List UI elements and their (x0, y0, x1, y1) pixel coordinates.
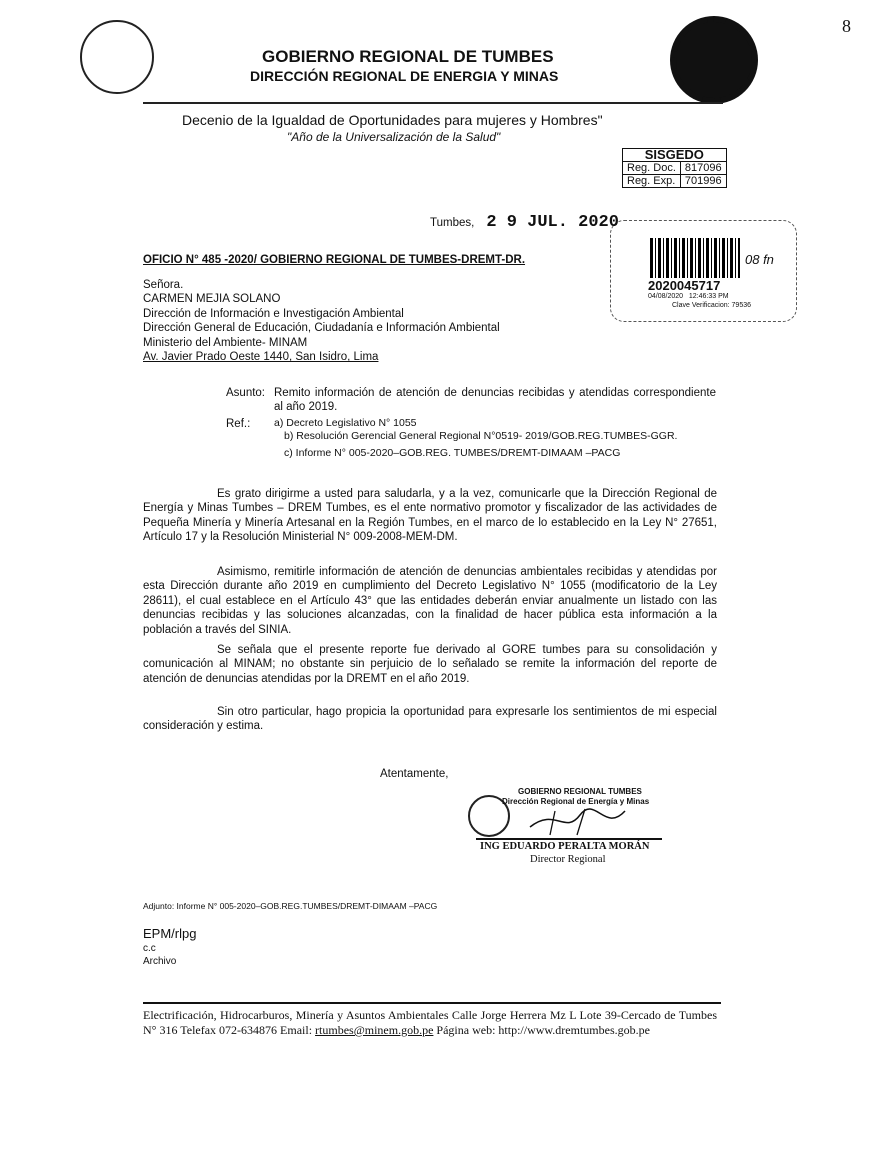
regional-logo (80, 20, 154, 94)
initials: EPM/rlpg (143, 926, 197, 941)
footer-rule (143, 1002, 721, 1004)
archive-label: Archivo (143, 956, 177, 967)
reg-doc-label: Reg. Doc. (623, 162, 681, 175)
mining-gear-logo (670, 16, 758, 104)
stamp-clave: Clave Verificacion: 79536 (672, 302, 751, 309)
reg-exp-label: Reg. Exp. (623, 175, 681, 188)
reg-exp-value: 701996 (680, 175, 726, 188)
oficio-number: OFICIO N° 485 -2020/ GOBIERNO REGIONAL DE TUMBES-DREMT-DR. (143, 254, 526, 266)
body-paragraph: Asimismo, remitirle información de atención de denuncias ambientales recibidas y atendidas por esta Dirección durante año 2019 en cumplimiento del Decreto Legislativo N° 1055 (modificatorio de la Ley 28611), el cual establece en el Artículo 43° que las entidades deberán enviar anualmente un listado con las denuncias recibidas y las soluciones alcanzadas, con la finalidad de hacer pública esta información a la población a través del SINIA. (143, 566, 717, 636)
reg-doc-value: 817096 (680, 162, 726, 175)
addressee-block: Señora. CARMEN MEJIA SOLANO Dirección de Información e Investigación Ambiental Dirección General de Educación, Ciudadanía e Información Ambiental Ministerio del Ambiente- MINAM Av. Javier Prado Oeste 1440, San Isidro, Lima (143, 279, 500, 364)
page-mark: 8 (842, 16, 851, 36)
sisgedo-title: SISGEDO (623, 149, 727, 162)
decade-name: Decenio de la Igualdad de Oportunidades para mujeres y Hombres" (182, 112, 603, 128)
subject-block: Asunto: Remito información de atención de denuncias recibidas y atendidas correspondiente al año 2019. Ref.: a) Decreto Legislativo N° 1055 b) Resolución Gerencial General Regional N°0519- 2019/GOB.REG.TUMBES-GGR. c) Informe N° 005-2020–GOB.REG. TUMBES/DREMT-DIMAAM –PACG (226, 387, 716, 459)
body-paragraph: Se señala que el presente reporte fue derivado al GORE tumbes para su consolidación y comunicación al MINAM; no obstante sin perjuicio de lo señalado se remite la información del reporte de atención de denuncias atendidas por la DREMT en el año 2019. (143, 644, 717, 685)
year-name: "Año de la Universalización de la Salud" (287, 130, 501, 144)
handwritten-signature (525, 805, 635, 837)
stamp-number: 2020045717 (648, 278, 721, 293)
footer-email[interactable]: rtumbes@minem.gob.pe (315, 1023, 434, 1037)
signature-line (476, 838, 662, 840)
signer-name: ING EDUARDO PERALTA MORÁN (480, 841, 650, 852)
ref-item: b) Resolución Gerencial General Regional N°0519- 2019/GOB.REG.TUMBES-GGR. (284, 430, 678, 443)
handwritten-note: 08 fn (745, 252, 774, 267)
seal-org: GOBIERNO REGIONAL TUMBES (518, 787, 642, 796)
body-paragraph: Sin otro particular, hago propicia la oportunidad para expresarle los sentimientos de mi especial consideración y estima. (143, 706, 717, 733)
org-title: GOBIERNO REGIONAL DE TUMBES (262, 47, 554, 66)
footer-web: Página web: http://www.dremtumbes.gob.pe (433, 1023, 650, 1037)
closing: Atentamente, (380, 768, 449, 780)
stamp-datetime: 04/08/2020 12:46:33 PM (648, 293, 729, 300)
barcode (650, 238, 740, 278)
cc-label: c.c (143, 943, 156, 954)
footer-contact: Electrificación, Hidrocarburos, Minería y Asuntos Ambientales Calle Jorge Herrera Mz L Lote 39-Cercado de Tumbes N° 316 Telefax 072-634876 Email: rtumbes@minem.gob.pe Página web: http://www.dremtumbes.gob.pe (143, 1008, 717, 1037)
date-stamp: 2 9 JUL. 2020 (486, 213, 619, 232)
signer-role: Director Regional (530, 854, 606, 865)
sisgedo-table (622, 148, 727, 188)
dept-title: DIRECCIÓN REGIONAL DE ENERGIA Y MINAS (250, 68, 559, 84)
header-rule (143, 102, 723, 104)
body-paragraph: Es grato dirigirme a usted para saludarla, y a la vez, comunicarle que la Dirección Regional de Energía y Minas Tumbes – DREM Tumbes, es el ente normativo promotor y fiscalizador de las actividades de Pequeña Minería y Minería Artesanal en la Región Tumbes, en el marco de lo establecido en la Ley N° 27651, Artículo 17 y la Resolución Ministerial N° 009-2008-MEM-DM. (143, 488, 717, 544)
ref-item: c) Informe N° 005-2020–GOB.REG. TUMBES/DREMT-DIMAAM –PACG (284, 446, 621, 459)
date-line: Tumbes, 2 9 JUL. 2020 (430, 213, 619, 232)
seal-dept: Dirección Regional de Energía y Minas (502, 797, 650, 806)
attachment-note: Adjunto: Informe N° 005-2020–GOB.REG.TUMBES/DREMT-DIMAAM –PACG (143, 901, 438, 911)
ref-item: a) Decreto Legislativo N° 1055 (274, 416, 417, 429)
